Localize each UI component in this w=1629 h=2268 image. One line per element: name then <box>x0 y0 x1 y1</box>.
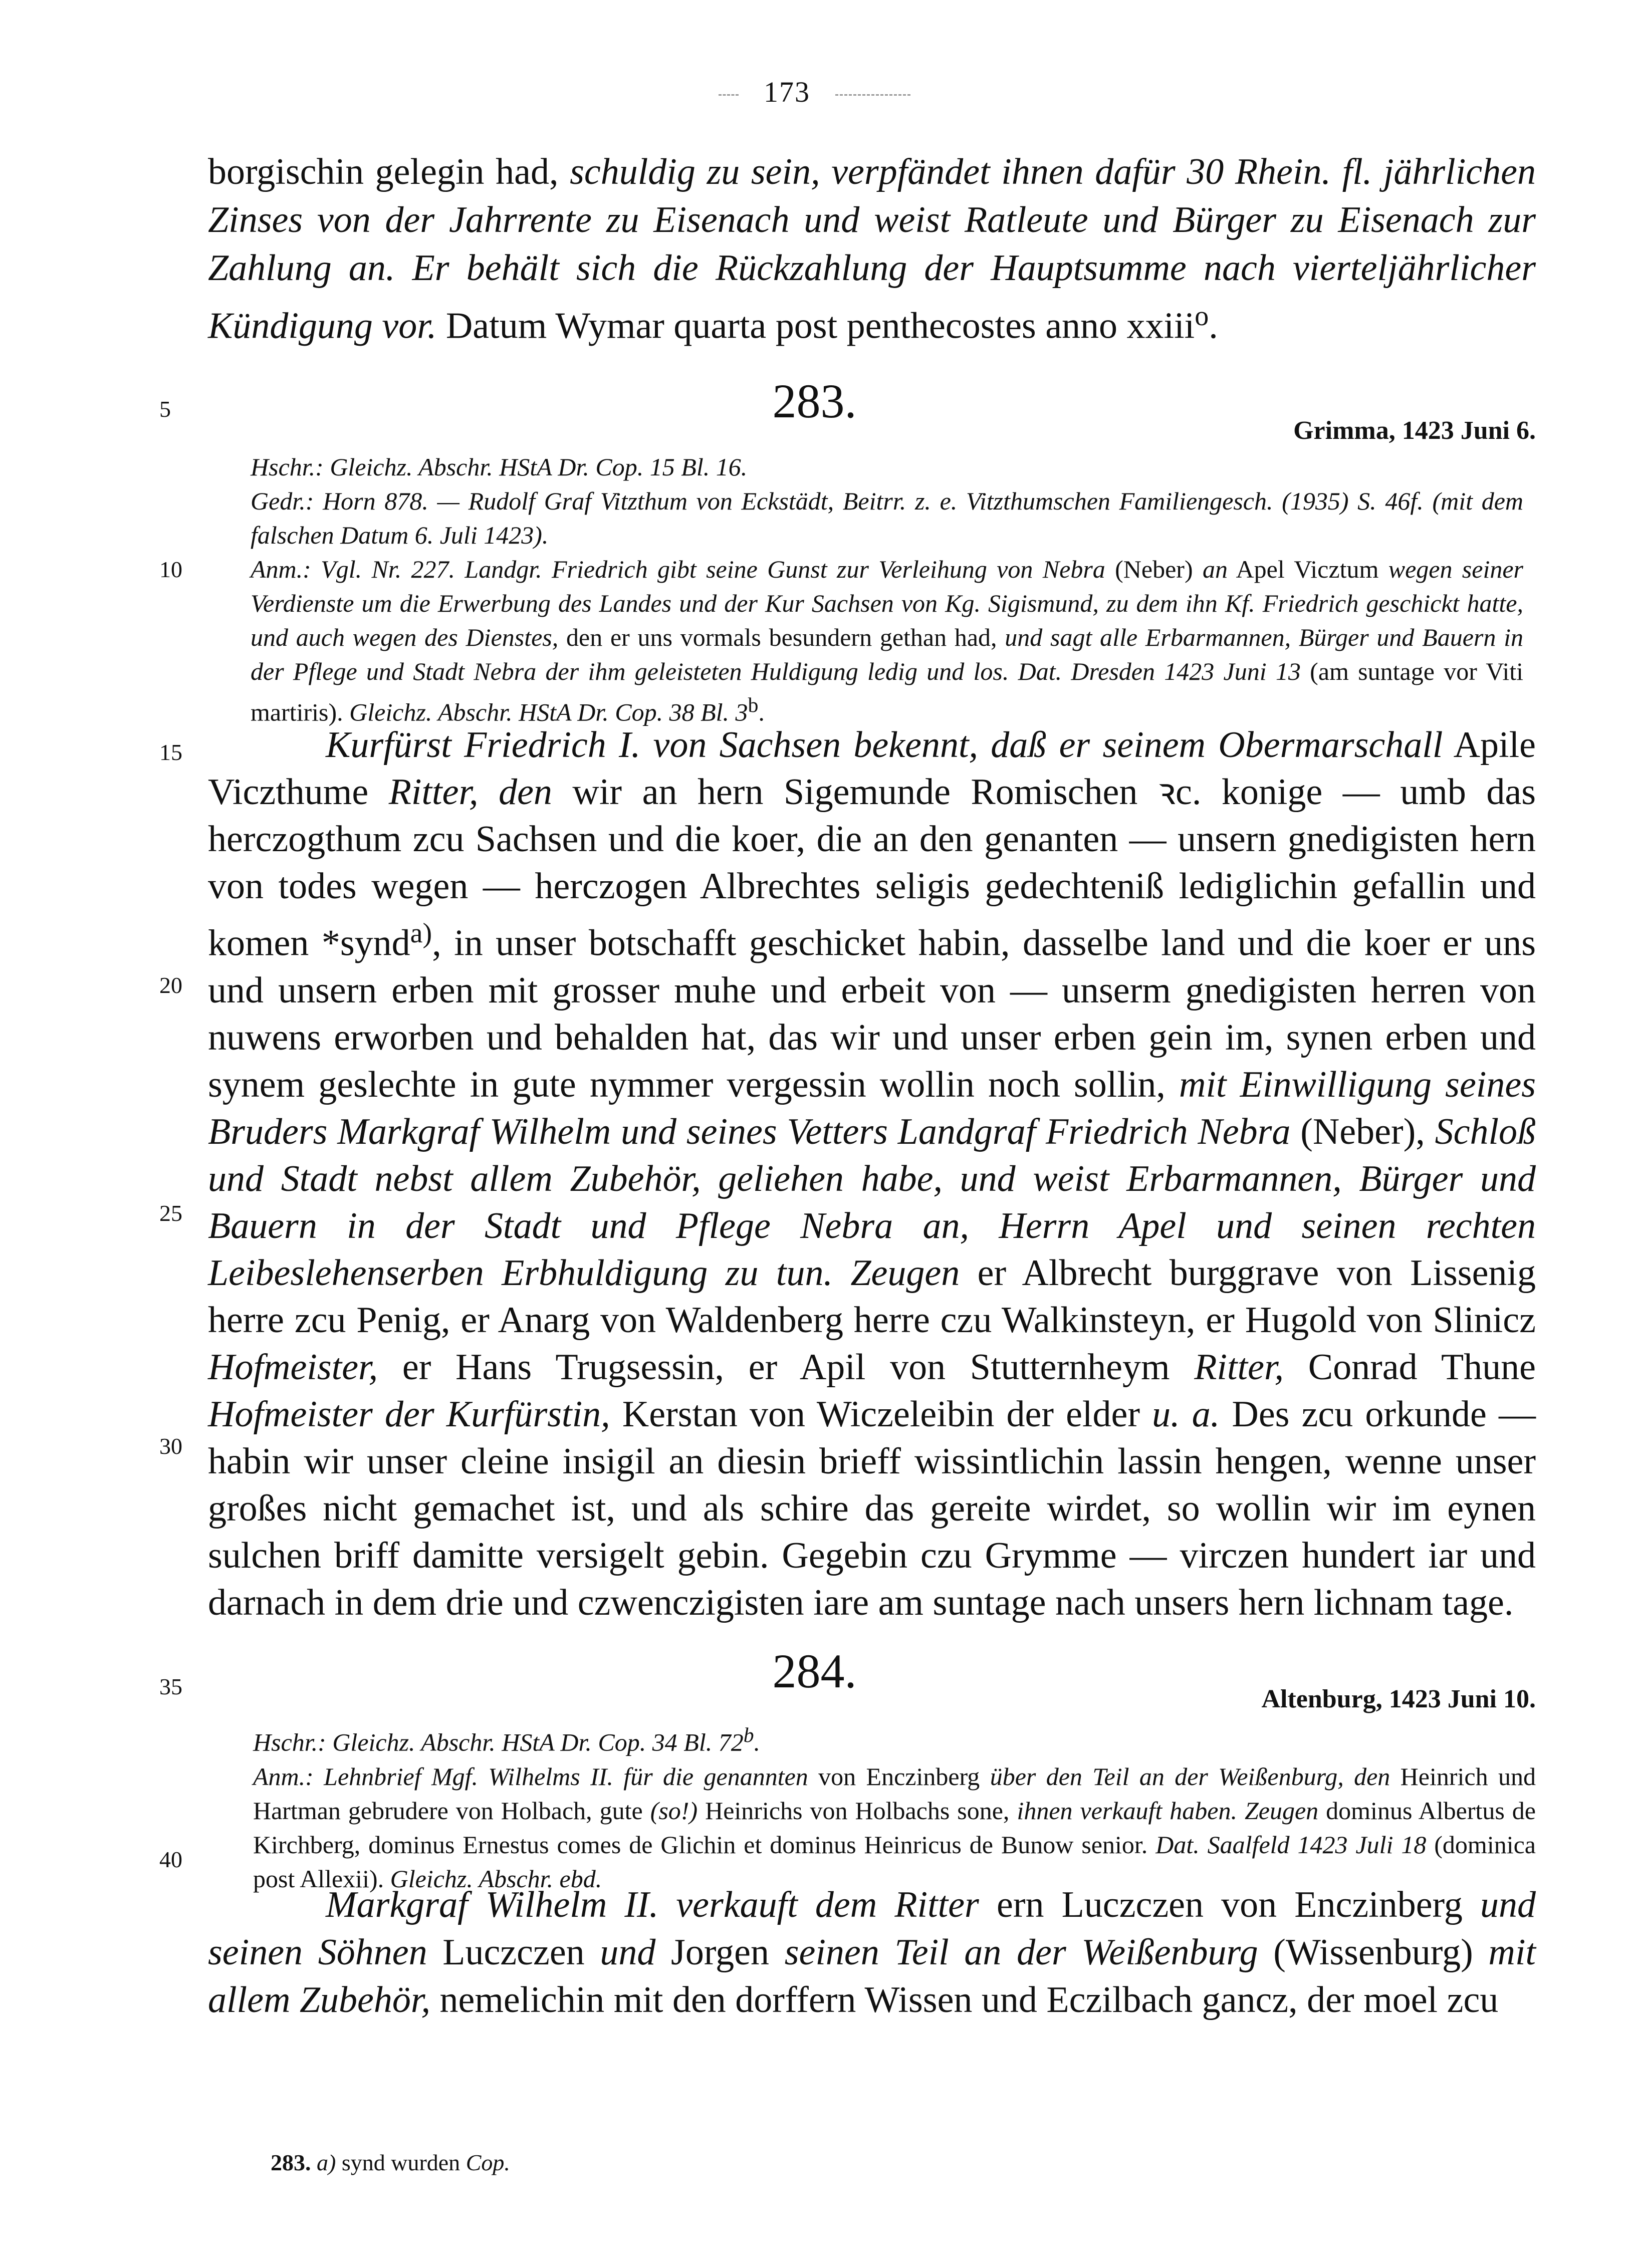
line-number: 25 <box>159 1200 182 1226</box>
place-date-284: Altenburg, 1423 Juni 10. <box>1261 1685 1536 1713</box>
regest-text: seinen Teil an der Weißenburg <box>784 1932 1258 1973</box>
footnote-letter: a) <box>317 2150 336 2175</box>
regest-text: Ritter, den <box>388 772 552 813</box>
anm-283 <box>251 552 1523 729</box>
anm-text: Dat. Saalfeld 1423 Juli 18 <box>1155 1830 1427 1859</box>
intro-dating: Datum Wymar quarta post penthecostes anno xxiii <box>436 305 1195 347</box>
intro-end: . <box>1209 305 1218 347</box>
anm-text: Gleichz. Abschr. ebd. <box>390 1864 602 1893</box>
regest-text: und <box>600 1932 656 1973</box>
source-text: , in unser botschafft geschicket habin, dasselbe land und die koer er uns und unsern erben mit grosser muhe und erbeit von — unserm gnedigisten herren von nuwens erworben und behalden hat, das wir und unser erben gein im, synen erben und synem geslechte in gute nymmer vergessin wollin noch sollin, <box>208 922 1536 1105</box>
footnote-ref: a) <box>410 918 432 949</box>
source-text: Kerstan von Wiczeleibin der elder <box>610 1393 1152 1435</box>
source-text: er Albrecht burggrave von Lissenig herre zcu Penig, er Anarg von Waldenberg herre czu Walkinsteyn, er Hugold von Slinicz <box>208 1252 1536 1341</box>
anm-text: (dominica post Allexii). <box>253 1830 1536 1893</box>
footnote-source: Cop. <box>466 2150 510 2175</box>
text-284 <box>208 1881 1536 2024</box>
source-text: nemelichin mit den dorffern Wissen und Eczilbach gancz, der moel zcu <box>430 1979 1499 2021</box>
hschr-text: . <box>754 1728 761 1756</box>
anm-text: an <box>1202 555 1228 583</box>
line-number: 30 <box>159 1433 182 1459</box>
regest-text: Ritter, <box>1194 1346 1284 1388</box>
source-text: Des zcu orkunde — habin wir unser cleine insigil an diesin brieff wissintlichin lassin hengen, wenne unser großes nicht gemachet ist, und als schire das gereite wirdet, so wollin wir im eynen sulchen briff damitte versigelt gebin. Gegebin czu Grymme — virczen hundert iar und darnach in dem drie und czwenczigisten iare am suntage nach unsers hern lichnam tage. <box>208 1393 1536 1623</box>
regest-text: mit allem Zubehör, <box>208 1932 1536 2021</box>
apparatus-283 <box>251 450 1523 729</box>
source-text: ern Luczczen von Enczinberg <box>979 1884 1480 1925</box>
anm-text: Heinrich und Hartman gebrudere von Holbach, gute <box>253 1762 1536 1825</box>
regest-text: u. a. <box>1152 1393 1220 1435</box>
intro-paragraph <box>208 148 1536 350</box>
gedr-283: Gedr.: Horn 878. — Rudolf Graf Vitzthum von Eckstädt, Beitrr. z. e. Vitzthumschen Familiengesch. (1935) S. 46f. (mit dem falschen Datum 6. Juli 1423). <box>251 487 1523 549</box>
footnote <box>271 2149 510 2176</box>
source-text: (Neber), <box>1290 1111 1435 1152</box>
anm-text: (Neber) <box>1105 555 1203 583</box>
line-number: 15 <box>159 739 182 765</box>
page-number-line <box>0 75 1629 109</box>
line-number: 5 <box>159 396 171 422</box>
decorative-rule <box>835 94 910 96</box>
apparatus-284 <box>253 1718 1536 1896</box>
intro-regest: schuldig zu sein, verpfändet ihnen dafür 30 Rhein. fl. jährlichen Zinses von der Jahrrente zu Eisenach und weist Ratleute und Bürger zu Eisenach zur Zahlung an. Er behält sich die Rückzahlung der Hauptsumme nach vierteljährlicher Kündigung vor. <box>208 151 1536 347</box>
page-number: 173 <box>764 76 810 108</box>
regest-text: Markgraf Wilhelm II. verkauft dem Ritter <box>326 1884 979 1925</box>
regest-text: und seinen Söhnen <box>208 1884 1536 1973</box>
source-text: er Hans Trugsessin, er Apil von Stutternheym <box>378 1346 1195 1388</box>
line-number: 20 <box>159 972 182 998</box>
place-date-283: Grimma, 1423 Juni 6. <box>1293 416 1536 445</box>
decorative-rule <box>719 94 739 96</box>
intro-text: borgischin gelegin had, <box>208 151 570 192</box>
document-number-283: 283. <box>772 374 857 428</box>
source-text: Apile Viczthume <box>208 724 1536 813</box>
anm-text: Anm.: Vgl. Nr. 227. Landgr. Friedrich gibt seine Gunst zur Verleihung von Nebra <box>251 555 1105 583</box>
anm-text: ihnen verkauft haben. Zeugen <box>1017 1796 1319 1825</box>
source-text: (Wissenburg) <box>1258 1932 1489 1973</box>
source-text: Luczczen <box>427 1932 600 1973</box>
document-number-284: 284. <box>772 1644 857 1698</box>
anm-text: über den Teil an der Weißenburg, den <box>990 1762 1390 1791</box>
regest-text: Hofmeister der Kurfürstin, <box>208 1393 610 1435</box>
source-text: Conrad Thune <box>1284 1346 1536 1388</box>
hschr-283: Hschr.: Gleichz. Abschr. HStA Dr. Cop. 15 Bl. 16. <box>251 453 748 481</box>
hschr-284 <box>253 1718 1536 1759</box>
regest-text: Hofmeister, <box>208 1346 378 1388</box>
regest-text: Schloß und Stadt nebst allem Zubehör, geliehen habe, und weist Erbarmannen, Bürger und Bauern in der Stadt und Pflege Nebra an, Herrn Apel und seinen rechten Leibeslehenserben Erbhuldigung zu tun. Zeugen <box>208 1111 1536 1294</box>
anm-sup: b <box>748 694 759 717</box>
anm-text: Anm.: Lehnbrief Mgf. Wilhelms II. für die genannten <box>253 1762 808 1791</box>
anm-text: Gleichz. Abschr. HStA Dr. Cop. 38 Bl. 3 <box>349 698 748 726</box>
anm-text: den er uns vormals besundern gethan had, <box>558 623 1005 651</box>
regest-text: mit Einwilligung seines Bruders Markgraf Wilhelm und seines Vetters Landgraf Friedrich Nebra <box>208 1064 1536 1152</box>
anm-text: wegen seiner Verdienste um die Erwerbung des Landes und der Kur Sachsen von Kg. Sigismund, zu dem ihn Kf. Friedrich geschickt hatte, und auch wegen des Dienstes, <box>251 555 1523 651</box>
footnote-number: 283. <box>271 2150 317 2175</box>
intro-sup: o <box>1195 301 1209 332</box>
anm-text: (am suntage vor Viti martiris). <box>251 657 1523 726</box>
anm-284 <box>253 1759 1536 1896</box>
anm-text: von Enczinberg <box>808 1762 990 1791</box>
source-text: wir an hern Sigemunde Romischen ꝛc. konige — umb das herczogthum zcu Sachsen und die koer, die an den genanten — unsern gnedigisten hern von todes wegen — herczogen Albrechtes seligis gedechteniß lediglichin gefallin und komen *synd <box>208 772 1536 964</box>
hschr-sup: b <box>743 1724 754 1747</box>
source-text: Jorgen <box>655 1932 785 1973</box>
anm-text: . <box>758 698 765 726</box>
anm-text: Heinrichs von Holbachs sone, <box>697 1796 1017 1825</box>
text-283 <box>208 721 1536 1626</box>
line-number: 35 <box>159 1674 182 1699</box>
anm-text: und sagt alle Erbarmannen, Bürger und Bauern in der Pflege und Stadt Nebra der ihm geleisteten Huldigung ledig und los. Dat. Dresden 1423 Juni 13 <box>251 623 1523 685</box>
anm-text: Apel Vicztum <box>1227 555 1388 583</box>
footnote-text: synd wurden <box>336 2150 466 2175</box>
line-number: 40 <box>159 1847 182 1872</box>
line-number: 10 <box>159 557 182 582</box>
regest-text: Kurfürst Friedrich I. von Sachsen bekennt, daß er seinem Obermarschall <box>326 724 1443 766</box>
anm-text: (so!) <box>650 1796 698 1825</box>
anm-text: dominus Albertus de Kirchberg, dominus Ernestus comes de Glichin et dominus Heinricus de Bunow senior. <box>253 1796 1536 1859</box>
hschr-text: Hschr.: Gleichz. Abschr. HStA Dr. Cop. 34 Bl. 72 <box>253 1728 744 1756</box>
